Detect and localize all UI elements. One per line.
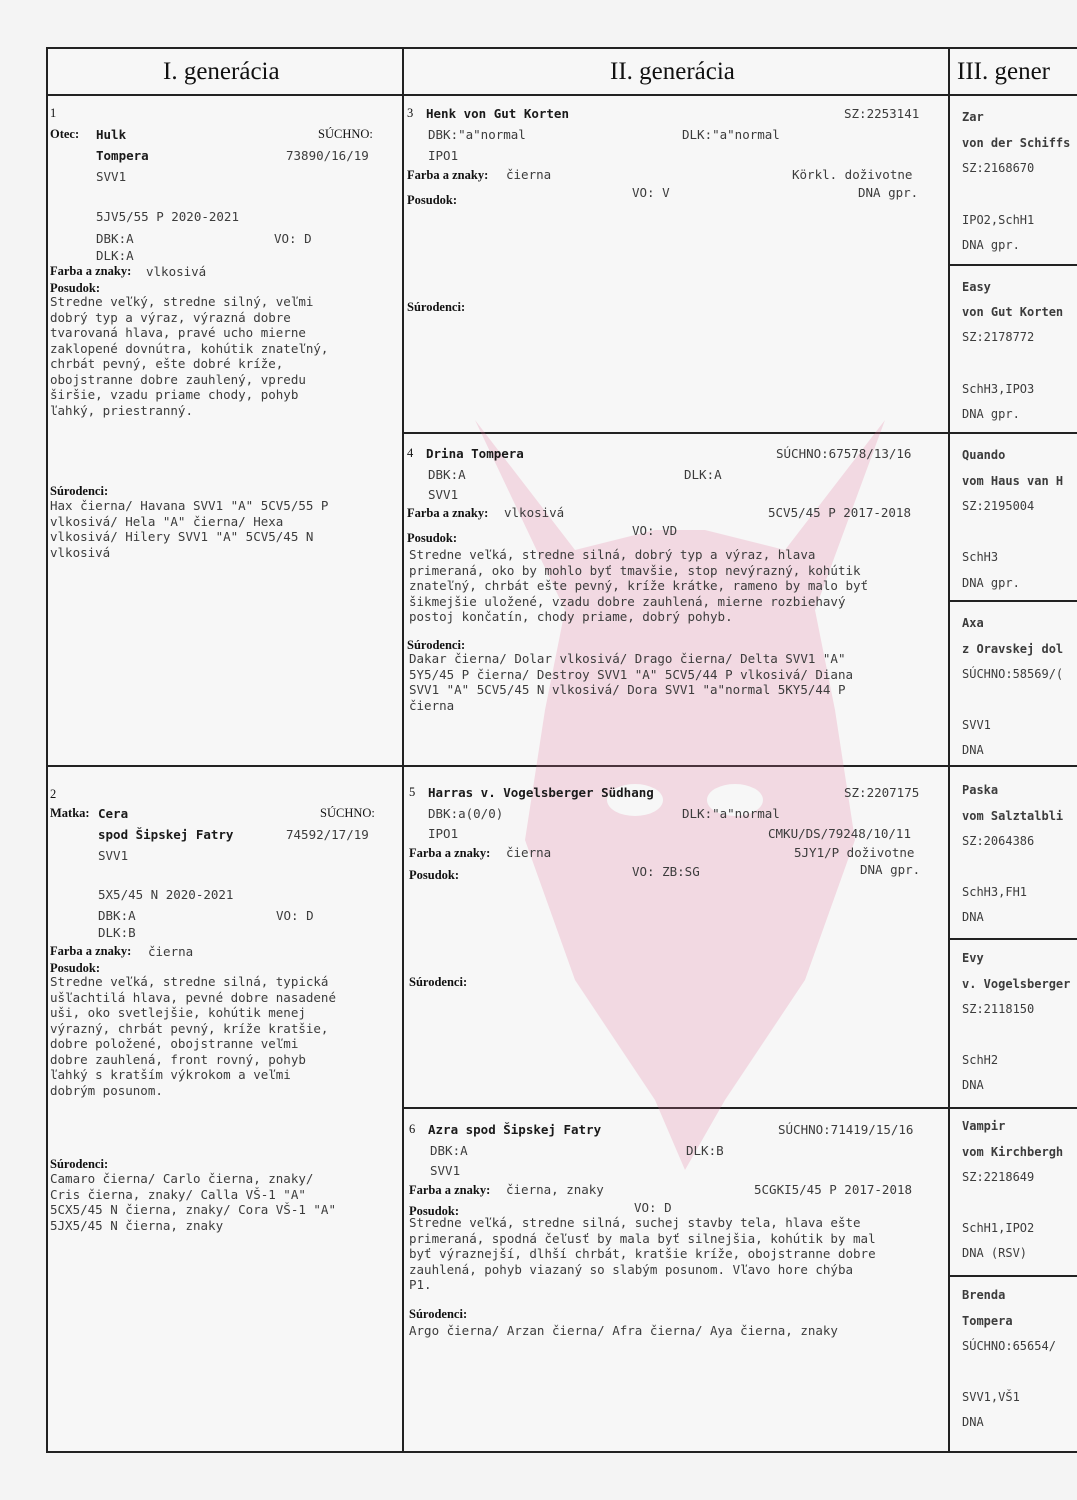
cell-number: 3 [407, 106, 414, 120]
ancestor-ipo: IPO1 [428, 148, 459, 163]
g3-name: Brenda [962, 1288, 1006, 1302]
header-generation-2: II. generácia [610, 58, 735, 85]
g3-name: Zar [962, 110, 984, 124]
ancestor-dbk: DBK:A [430, 1143, 468, 1158]
g3-kennel: Tompera [962, 1314, 1013, 1328]
mother-reg: 74592/17/19 [286, 827, 369, 842]
siblings-label: Súrodenci: [409, 975, 468, 989]
siblings-label: Súrodenci: [50, 484, 109, 498]
g3-dna: DNA [962, 743, 984, 757]
g3-kennel: vom Haus van H [962, 474, 1064, 488]
color-label: Farba a znaky: [409, 846, 491, 860]
g3-kennel: z Oravskej dol [962, 642, 1064, 656]
ancestor-vo: VO: V [632, 185, 670, 200]
ancestor-reg: SZ:2207175 [844, 785, 920, 800]
g3-dna: DNA gpr. [962, 238, 1020, 252]
ancestor-assessment: Stredne veľká, stredne silná, dobrý typ a výraz, hlava primeraná, oko by mohlo byť tmavšie, stop nevýrazný, kohútik znateľný, chrbát ešte pevný, kríže krátke, rameno by malo byť šikmejšie uložené, vzadu dobre zauhlená, mierne rozbiehavý postoj končatín, chody priame, dobrý pohyb. [409, 547, 869, 624]
header-generation-3: III. gener [957, 58, 1050, 85]
ancestor-vo: VO: D [634, 1200, 672, 1215]
g3-reg: SZ:2218649 [962, 1170, 1035, 1184]
father-dlk: DLK:A [96, 248, 134, 263]
g3-reg: SÚCHNO:58569/( [962, 667, 1064, 681]
g3-titles: SchH3,FH1 [962, 885, 1028, 899]
mother-color: čierna [148, 944, 194, 959]
row-divider [402, 432, 1077, 434]
father-kennel: Tompera [96, 148, 149, 163]
g3-reg: SZ:2168670 [962, 161, 1035, 175]
ancestor-reg: SÚCHNO:67578/13/16 [776, 446, 912, 461]
siblings-label: Súrodenci: [409, 1307, 468, 1321]
father-vo: VO: D [274, 231, 312, 246]
mother-kennel: spod Šipskej Fatry [98, 827, 234, 842]
mother-dbk: DBK:A [98, 908, 136, 923]
father-siblings: Hax čierna/ Havana SVV1 "A" 5CV5/55 P vlkosivá/ Hela "A" čierna/ Hexa vlkosivá/ Hilery SVV1 "A" 5CV5/45 N vlkosivá [50, 498, 329, 560]
g3-name: Quando [962, 448, 1006, 462]
ancestor-dna: DNA gpr. [858, 185, 919, 200]
color-label: Farba a znaky: [50, 264, 132, 278]
g3-titles: SchH3,IPO3 [962, 382, 1035, 396]
row-divider [948, 1275, 1077, 1277]
siblings-label: Súrodenci: [407, 300, 466, 314]
mother-svv: SVV1 [98, 848, 129, 863]
siblings-label: Súrodenci: [50, 1157, 109, 1171]
father-reg: 73890/16/19 [286, 148, 369, 163]
row-divider [46, 765, 1077, 767]
g3-kennel: vom Salztalbli [962, 809, 1064, 823]
assessment-label: Posudok: [407, 531, 458, 545]
ancestor-name: Azra spod Šipskej Fatry [428, 1122, 602, 1137]
g3-titles: SchH3 [962, 550, 999, 564]
g3-titles: SchH1,IPO2 [962, 1221, 1035, 1235]
assessment-label: Posudok: [407, 193, 458, 207]
ancestor-color: čierna, znaky [506, 1182, 604, 1197]
g3-titles: IPO2,SchH1 [962, 213, 1035, 227]
g3-dna: DNA [962, 1415, 984, 1429]
cell-number: 2 [50, 787, 57, 801]
ancestor-korkl: Körkl. doživotne [792, 167, 913, 182]
assessment-label: Posudok: [50, 961, 101, 975]
mother-show: 5X5/45 N 2020-2021 [98, 887, 234, 902]
ancestor-color: čierna [506, 845, 552, 860]
father-name: Hulk [96, 127, 127, 142]
cell-number: 4 [407, 446, 414, 460]
ancestor-reg: SZ:2253141 [844, 106, 920, 121]
color-label: Farba a znaky: [50, 944, 132, 958]
ancestor-dbk: DBK:a(0/0) [428, 806, 504, 821]
row-divider [402, 1107, 1077, 1109]
ancestor-assessment: Stredne veľká, stredne silná, suchej stavby tela, hlava ešte primeraná, spodná čeľusť by mala byť silnejšia, kohútik by mal byť výraznejší, dlhší chrbát, kratšie kríže, obojstranne dobre zauhlená, pohyb viazaný so slabým posunom. Vľavo hore chýba P1. [409, 1215, 876, 1292]
g3-reg: SZ:2064386 [962, 834, 1035, 848]
header-generation-1: I. generácia [163, 58, 280, 85]
ancestor-svv: SVV1 [430, 1163, 461, 1178]
header-divider [46, 94, 1077, 96]
father-show: 5JV5/55 P 2020-2021 [96, 209, 239, 224]
ancestor-show: 5CGKI5/45 P 2017-2018 [754, 1182, 913, 1197]
mother-vo: VO: D [276, 908, 314, 923]
ancestor-show: 5JY1/P doživotne [794, 845, 915, 860]
ancestor-reg: SÚCHNO:71419/15/16 [778, 1122, 914, 1137]
ancestor-color: vlkosivá [504, 505, 565, 520]
father-svv: SVV1 [96, 169, 127, 184]
ancestor-vo: VO: VD [632, 523, 678, 538]
g3-titles: SchH2 [962, 1053, 999, 1067]
g3-kennel: v. Vogelsberger [962, 977, 1071, 991]
ancestor-name: Henk von Gut Korten [426, 106, 569, 121]
ancestor-show: 5CV5/45 P 2017-2018 [768, 505, 911, 520]
column-divider [948, 47, 950, 1451]
ancestor-dlk: DLK:B [686, 1143, 724, 1158]
ancestor-vo: VO: ZB:SG [632, 864, 700, 879]
g3-name: Axa [962, 616, 984, 630]
g3-titles: SVV1,VŠ1 [962, 1390, 1020, 1404]
assessment-label: Posudok: [409, 868, 460, 882]
row-divider [948, 938, 1077, 940]
ancestor-dbk: DBK:A [428, 467, 466, 482]
color-label: Farba a znaky: [409, 1183, 491, 1197]
g3-dna: DNA gpr. [962, 576, 1020, 590]
ancestor-dlk: DLK:"a"normal [682, 127, 780, 142]
g3-kennel: von Gut Korten [962, 305, 1064, 319]
color-label: Farba a znaky: [407, 506, 489, 520]
mother-name: Cera [98, 806, 129, 821]
father-color: vlkosivá [146, 264, 207, 279]
ancestor-dlk: DLK:"a"normal [682, 806, 780, 821]
g3-name: Easy [962, 280, 991, 294]
g3-kennel: von der Schiffs [962, 136, 1071, 150]
reg-label: SÚCHNO: [318, 127, 373, 141]
g3-dna: DNA gpr. [962, 407, 1020, 421]
mother-assessment: Stredne veľká, stredne silná, typická ušľachtilá hlava, pevné dobre nasadené uši, oko svetlejšie, kohútik menej výrazný, chrbát pevný, kríže kratšie, dobre položené, obojstranne veľmi dobre zauhlená, front rovný, pohyb ľahký s kratším výkrokom a veľmi dobrým posunom. [50, 974, 336, 1098]
cell-number: 1 [50, 106, 57, 120]
g3-name: Evy [962, 951, 984, 965]
father-label: Otec: [50, 127, 80, 141]
g3-dna: DNA [962, 910, 984, 924]
ancestor-siblings: Dakar čierna/ Dolar vlkosivá/ Drago čierna/ Delta SVV1 "A" 5Y5/45 P čierna/ Destroy SVV1 "A" 5CV5/44 P vlkosivá/ Diana SVV1 "A" 5CV5/45 N vlkosivá/ Dora SVV1 "a"normal 5KY5/44 P čierna [409, 651, 854, 713]
color-label: Farba a znaky: [407, 168, 489, 182]
ancestor-svv: SVV1 [428, 487, 459, 502]
g3-reg: SÚCHNO:65654/ [962, 1339, 1056, 1353]
g3-name: Vampir [962, 1119, 1006, 1133]
cell-number: 6 [409, 1122, 416, 1136]
row-divider [948, 264, 1077, 266]
assessment-label: Posudok: [409, 1204, 460, 1218]
g3-reg: SZ:2178772 [962, 330, 1035, 344]
cell-number: 5 [409, 785, 416, 799]
ancestor-color: čierna [506, 167, 552, 182]
father-dbk: DBK:A [96, 231, 134, 246]
ancestor-dna: DNA gpr. [860, 862, 921, 877]
ancestor-ipo: IPO1 [428, 826, 459, 841]
column-divider [402, 47, 404, 1451]
g3-kennel: vom Kirchbergh [962, 1145, 1064, 1159]
g3-reg: SZ:2195004 [962, 499, 1035, 513]
ancestor-dbk: DBK:"a"normal [428, 127, 526, 142]
mother-siblings: Camaro čierna/ Carlo čierna, znaky/ Cris čierna, znaky/ Calla VŠ-1 "A" 5CX5/45 N čierna, znaky/ Cora VŠ-1 "A" 5JX5/45 N čierna, znaky [50, 1171, 336, 1233]
mother-label: Matka: [50, 806, 90, 820]
assessment-label: Posudok: [50, 281, 101, 295]
ancestor-name: Drina Tompera [426, 446, 524, 461]
g3-name: Paska [962, 783, 999, 797]
ancestor-cmku: CMKU/DS/79248/10/11 [768, 826, 911, 841]
g3-dna: DNA [962, 1078, 984, 1092]
g3-reg: SZ:2118150 [962, 1002, 1035, 1016]
ancestor-dlk: DLK:A [684, 467, 722, 482]
ancestor-siblings: Argo čierna/ Arzan čierna/ Afra čierna/ Aya čierna, znaky [409, 1323, 838, 1338]
mother-dlk: DLK:B [98, 925, 136, 940]
ancestor-name: Harras v. Vogelsberger Südhang [428, 785, 654, 800]
siblings-label: Súrodenci: [407, 638, 466, 652]
g3-titles: SVV1 [962, 718, 991, 732]
g3-dna: DNA (RSV) [962, 1246, 1028, 1260]
reg-label: SÚCHNO: [320, 806, 375, 820]
father-assessment: Stredne veľký, stredne silný, veľmi dobrý typ a výraz, výrazná dobre tvarovaná hlava, pravé ucho mierne zaklopené dovnútra, kohútik znateľný, chrbát pevný, ešte dobré kríže, obojstranne dobre zauhlený, vpredu širšie, vzadu priame chody, pohyb ľahký, priestranný. [50, 294, 329, 418]
row-divider [948, 600, 1077, 602]
